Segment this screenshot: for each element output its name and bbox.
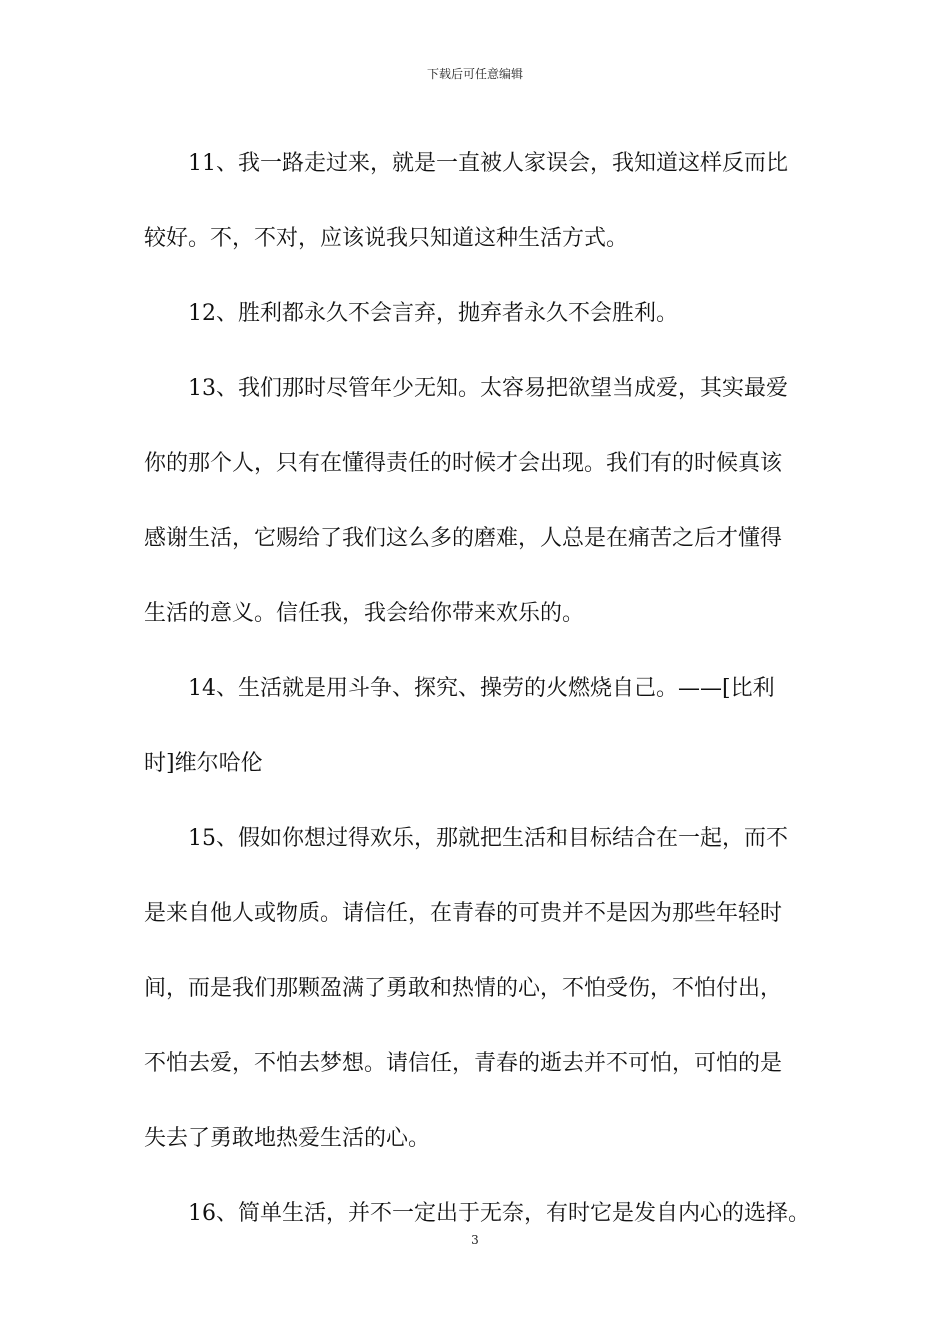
page-footer [0, 1232, 950, 1248]
text-line: 失去了勇敢地热爱生活的心。 [144, 1126, 431, 1151]
paragraph-11 [144, 126, 844, 276]
text-line: 间，而是我们那颗盈满了勇敢和热情的心，不怕受伤，不怕付出， [144, 976, 783, 1001]
text-line: 感谢生活，它赐给了我们这么多的磨难，人总是在痛苦之后才懂得 [144, 526, 783, 551]
paragraph-12 [144, 276, 844, 351]
text-line: 不怕去爱，不怕去梦想。请信任，青春的逝去并不可怕，可怕的是 [144, 1051, 783, 1076]
page-header [0, 66, 950, 82]
text-line: 时]维尔哈伦 [144, 751, 263, 776]
paragraph-15 [144, 801, 844, 1176]
paragraph-14 [144, 651, 844, 801]
text-line: 你的那个人，只有在懂得责任的时候才会出现。我们有的时候真该 [144, 451, 783, 476]
text-line: 14、生活就是用斗争、探究、操劳的火燃烧自己。——[比利 [144, 676, 775, 701]
paragraph-13 [144, 351, 844, 651]
text-line: 16、简单生活，并不一定出于无奈，有时它是发自内心的选择。 [144, 1201, 810, 1226]
text-line: 12、胜利都永久不会言弃，抛弃者永久不会胜利。 [144, 301, 678, 326]
text-line: 15、假如你想过得欢乐，那就把生活和目标结合在一起，而不 [144, 826, 788, 851]
text-line: 11、我一路走过来，就是一直被人家误会，我知道这样反而比 [144, 151, 788, 176]
text-line: 是来自他人或物质。请信任，在青春的可贵并不是因为那些年轻时 [144, 901, 783, 926]
text-line: 13、我们那时尽管年少无知。太容易把欲望当成爱，其实最爱 [144, 376, 788, 401]
page-number: 3 [471, 1233, 479, 1247]
header-text: 下载后可任意编辑 [426, 67, 523, 81]
text-line: 较好。不，不对，应该说我只知道这种生活方式。 [144, 226, 629, 251]
document-body [144, 126, 844, 1251]
text-line: 生活的意义。信任我，我会给你带来欢乐的。 [144, 601, 585, 626]
